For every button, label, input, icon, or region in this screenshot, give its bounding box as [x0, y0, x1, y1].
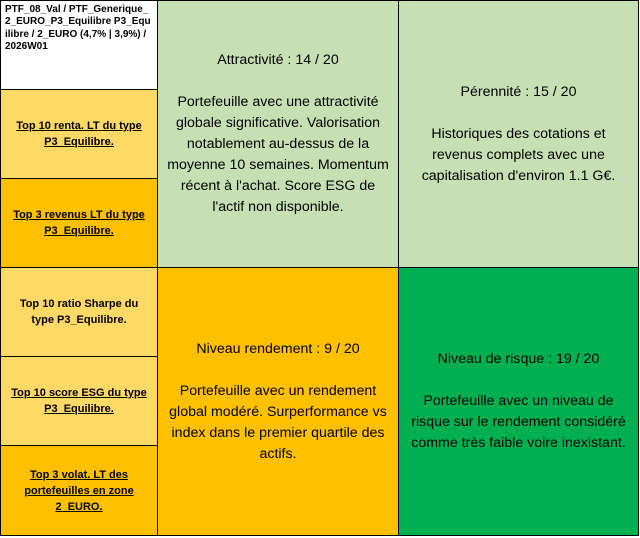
panel-risque	[398, 267, 639, 536]
panel-perennite	[398, 0, 639, 268]
portfolio-header	[0, 0, 158, 90]
link-top10-sharpe-label: Top 10 ratio Sharpe du type P3_Equilibre.	[19, 298, 139, 326]
risque-title: Niveau de risque : 19 / 20	[437, 351, 600, 367]
link-top3-revenus-label[interactable]: Top 3 revenus LT du type P3_Equilibre.	[13, 209, 145, 237]
link-top3-volat[interactable]	[0, 445, 158, 536]
portfolio-header-text: PTF_08_Val / PTF_Generique_2_EURO_P3_Equilibre P3_Equilibre / 2_EURO (4,7% | 3,9%) / 2026W01	[5, 4, 151, 53]
attractivite-text: Portefeuille avec une attractivité globale significative. Valorisation notablement au-dessus de la moyenne 10 semaines. Momentum récent à l'achat. Score ESG de l'actif non disponible.	[167, 94, 389, 215]
rendement-text: Portefeuille avec un rendement global modéré. Surperformance vs index dans le premier quartile des actifs.	[169, 382, 387, 462]
perennite-text: Historiques des cotations et revenus complets avec une capitalisation d'environ 1.1 G€.	[421, 125, 616, 184]
link-top3-revenus[interactable]	[0, 178, 158, 268]
link-top10-renta-label[interactable]: Top 10 renta. LT du type P3_Equilibre.	[16, 120, 142, 148]
perennite-title: Pérennité : 15 / 20	[460, 83, 577, 100]
link-top10-esg-label[interactable]: Top 10 score ESG du type P3_Equilibre.	[11, 387, 147, 415]
panel-attractivite	[157, 0, 399, 268]
link-top10-sharpe	[0, 267, 158, 357]
panel-rendement	[157, 267, 399, 536]
rendement-title: Niveau rendement : 9 / 20	[196, 340, 360, 357]
link-top10-esg[interactable]	[0, 356, 158, 446]
link-top3-volat-label[interactable]: Top 3 volat. LT des portefeuilles en zone 2_EURO.	[24, 468, 134, 513]
link-top10-renta[interactable]	[0, 89, 158, 179]
attractivite-title: Attractivité : 14 / 20	[217, 52, 339, 68]
risque-text: Portefeuille avec un niveau de risque sur le rendement considéré comme très faible voire inexistant.	[411, 393, 626, 451]
